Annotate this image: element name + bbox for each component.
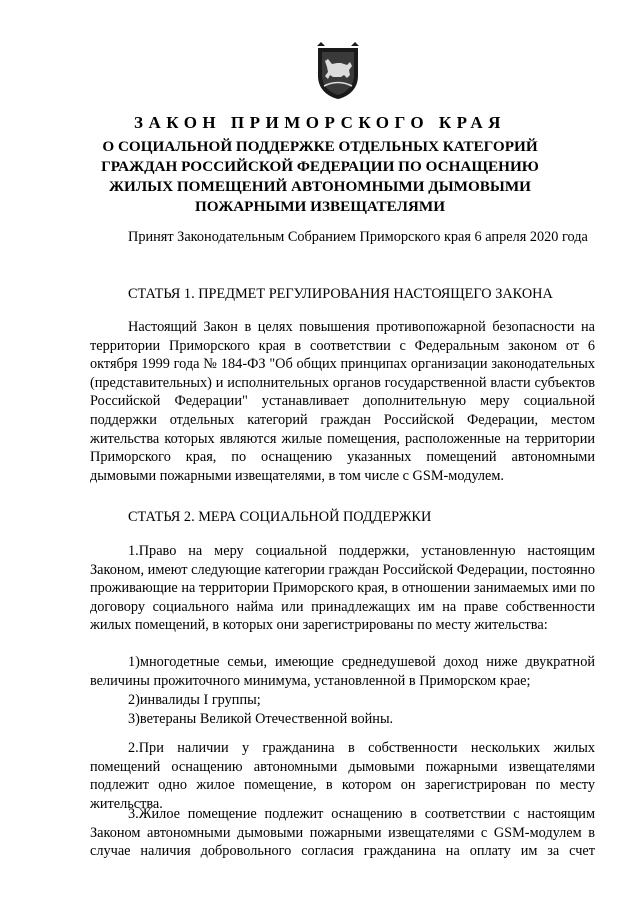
- article-1-heading: СТАТЬЯ 1. ПРЕДМЕТ РЕГУЛИРОВАНИЯ НАСТОЯЩЕГО ЗАКОНА: [128, 286, 553, 302]
- article-2-heading: СТАТЬЯ 2. МЕРА СОЦИАЛЬНОЙ ПОДДЕРЖКИ: [128, 509, 432, 525]
- list-item-2: 2)инвалиды I группы;: [128, 692, 261, 708]
- article-1-text: Настоящий Закон в целях повышения противопожарной безопасности на территории Приморского края в соответствии с Федеральным законом от 6 октября 1999 года № 184-ФЗ "Об общих принципах организации законодательных (представительных) и исполнительных органов государственной власти субъектов Российской Федерации" устанавливает дополнительную меру социальной поддержки отдельных категорий граждан Российской Федерации, местом жительства которых являются жилые помещения, расположенные на территории Приморского края, по оснащению указанных помещений автономными дымовыми пожарными извещателями, в том числе с GSM-модулем.: [90, 319, 595, 484]
- list-item-1: 1)многодетные семьи, имеющие среднедушевой доход ниже двукратной величины прожиточного минимума, установленной в Приморском крае;: [90, 654, 595, 689]
- adoption-note: Принят Законодательным Собранием Приморского края 6 апреля 2020 года: [128, 229, 588, 245]
- article-2-paragraph-2: 2.При наличии у гражданина в собственности нескольких жилых помещений оснащению автономными дымовыми пожарными извещателями подлежит одно жилое помещение, в котором он зарегистрирован по месту жительства.: [90, 740, 595, 812]
- coat-of-arms-icon: [313, 42, 363, 100]
- law-title: ЗАКОН ПРИМОРСКОГО КРАЯ: [134, 113, 506, 132]
- article-2-paragraph-1: 1.Право на меру социальной поддержки, установленную настоящим Законом, имеют следующие категории граждан Российской Федерации, постоянно проживающие на территории Приморского края, в отношении занимаемых ими по договору социального найма или принадлежащих им на праве собственности жилых помещений, в которых они зарегистрированы по месту жительства:: [90, 543, 595, 634]
- article-2-paragraph-3: 3.Жилое помещение подлежит оснащению в соответствии с настоящим Законом автономными дымовыми пожарными извещателями с GSM-модулем в случае наличия добровольного согласия гражданина на оплату им за счет: [90, 806, 595, 860]
- list-item-3: 3)ветераны Великой Отечественной войны.: [128, 711, 394, 727]
- law-subtitle: О СОЦИАЛЬНОЙ ПОДДЕРЖКЕ ОТДЕЛЬНЫХ КАТЕГОРИЙ ГРАЖДАН РОССИЙСКОЙ ФЕДЕРАЦИИ ПО ОСНАЩЕНИЮ ЖИЛЫХ ПОМЕЩЕНИЙ АВТОНОМНЫМИ ДЫМОВЫМИ ПОЖАРНЫМИ ИЗВЕЩАТЕЛЯМИ: [101, 138, 539, 215]
